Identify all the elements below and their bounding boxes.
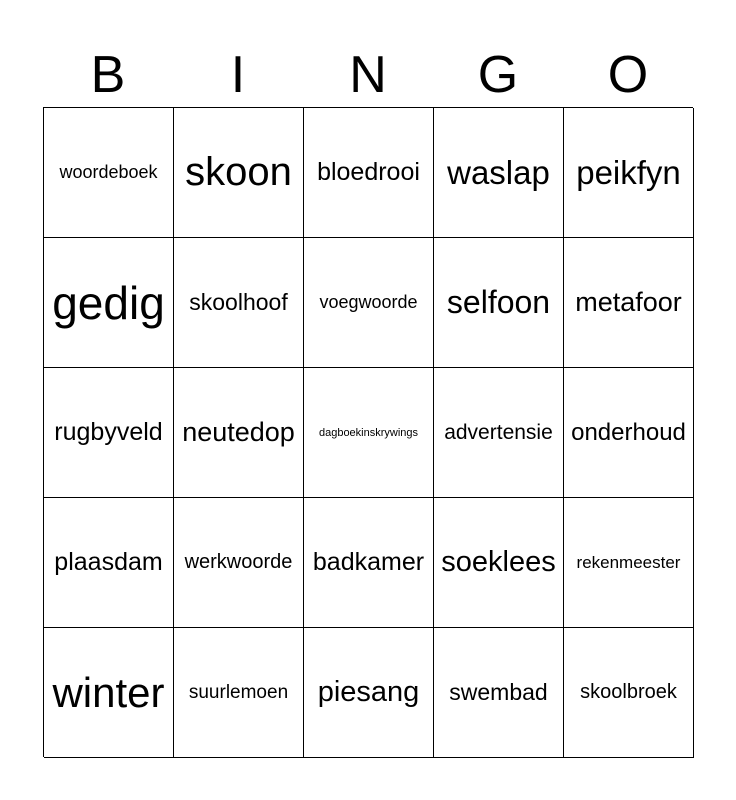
bingo-header: [43, 42, 693, 108]
bingo-cell[interactable]: gedig: [44, 238, 174, 368]
header-letter-i: I: [230, 46, 246, 104]
bingo-cell[interactable]: selfoon: [434, 238, 564, 368]
bingo-cell[interactable]: piesang: [304, 628, 434, 758]
bingo-cell[interactable]: voegwoorde: [304, 238, 434, 368]
bingo-cell[interactable]: skoolbroek: [564, 628, 694, 758]
bingo-cell[interactable]: suurlemoen: [174, 628, 304, 758]
bingo-cell[interactable]: neutedop: [174, 368, 304, 498]
bingo-cell[interactable]: metafoor: [564, 238, 694, 368]
bingo-cell[interactable]: onderhoud: [564, 368, 694, 498]
bingo-cell[interactable]: rekenmeester: [564, 498, 694, 628]
bingo-cell[interactable]: woordeboek: [44, 108, 174, 238]
header-letter-o: O: [607, 46, 649, 104]
bingo-board: [43, 107, 693, 757]
bingo-cell[interactable]: swembad: [434, 628, 564, 758]
bingo-cell[interactable]: bloedrooi: [304, 108, 434, 238]
bingo-cell[interactable]: dagboekinskrywings: [304, 368, 434, 498]
bingo-cell[interactable]: waslap: [434, 108, 564, 238]
bingo-cell[interactable]: plaasdam: [44, 498, 174, 628]
header-letter-g: G: [477, 46, 519, 104]
bingo-cell[interactable]: rugbyveld: [44, 368, 174, 498]
bingo-cell[interactable]: badkamer: [304, 498, 434, 628]
bingo-cell[interactable]: skoolhoof: [174, 238, 304, 368]
bingo-cell[interactable]: soeklees: [434, 498, 564, 628]
bingo-cell[interactable]: peikfyn: [564, 108, 694, 238]
header-letter-n: N: [349, 46, 387, 104]
bingo-cell[interactable]: winter: [44, 628, 174, 758]
bingo-cell[interactable]: werkwoorde: [174, 498, 304, 628]
bingo-cell[interactable]: skoon: [174, 108, 304, 238]
bingo-cell[interactable]: advertensie: [434, 368, 564, 498]
header-letter-b: B: [90, 46, 126, 104]
